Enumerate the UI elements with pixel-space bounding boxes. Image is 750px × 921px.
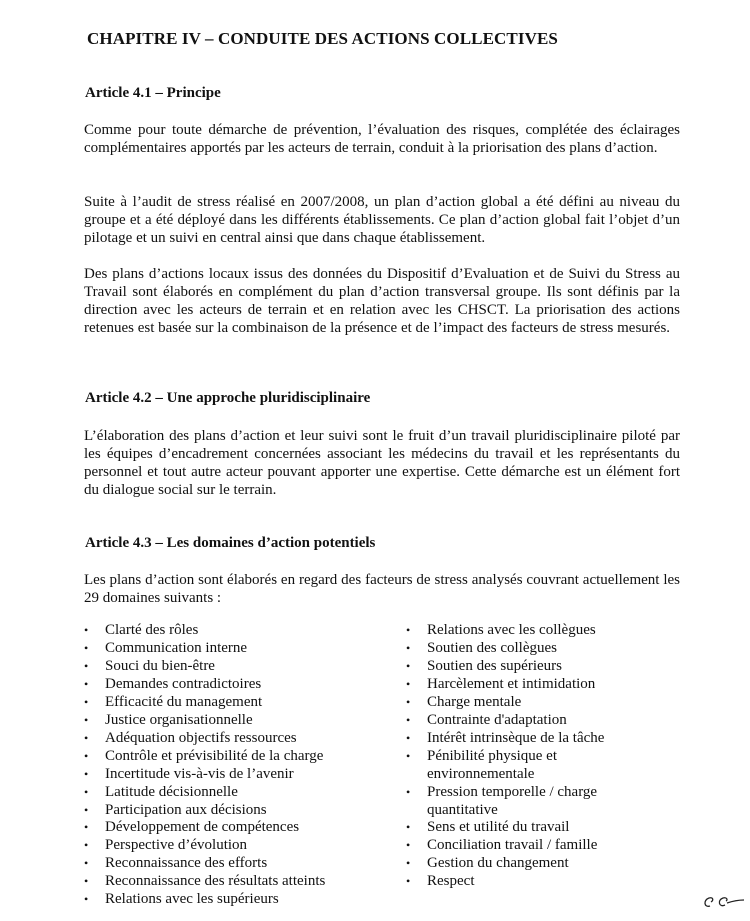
- list-item: • Incertitude vis-à-vis de l’avenir: [84, 766, 384, 784]
- list-item: • Efficacité du management: [84, 694, 384, 712]
- list-item: • Contrainte d'adaptation: [406, 712, 636, 730]
- list-item: • Pression temporelle / charge quantitative: [406, 784, 636, 820]
- article-4-1-paragraph-2: Suite à l’audit de stress réalisé en 2007/2008, un plan d’action global a été défini au niveau du groupe et a été déployé dans les différents établissements. Ce plan d’action global fait l’objet d’un pilotage et un suivi en central ainsi que dans chaque établissement.: [84, 194, 680, 246]
- article-4-3-paragraph: Les plans d’action sont élaborés en regard des facteurs de stress analysés couvrant actuellement les 29 domaines suivants :: [84, 572, 680, 606]
- list-item: • Reconnaissance des efforts: [84, 855, 384, 873]
- article-4-3-title: Article 4.3 – Les domaines d’action potentiels: [85, 535, 376, 551]
- list-item: • Participation aux décisions: [84, 802, 384, 820]
- list-item: • Charge mentale: [406, 694, 636, 712]
- article-4-1-title: Article 4.1 – Principe: [85, 85, 221, 101]
- list-item: • Respect: [406, 873, 636, 891]
- list-item: • Relations avec les supérieurs: [84, 891, 384, 909]
- list-item: • Souci du bien-être: [84, 658, 384, 676]
- article-4-1-paragraph-1: Comme pour toute démarche de prévention, l’évaluation des risques, complétée des éclairages complémentaires apportés par les acteurs de terrain, conduit à la priorisation des plans d’action.: [84, 122, 680, 156]
- list-item: • Développement de compétences: [84, 819, 384, 837]
- list-item: • Adéquation objectifs ressources: [84, 730, 384, 748]
- list-item: • Gestion du changement: [406, 855, 636, 873]
- list-item: • Relations avec les collègues: [406, 622, 636, 640]
- stress-domains-list-left: [84, 622, 384, 909]
- handwritten-initials: [700, 888, 746, 914]
- list-item: • Soutien des supérieurs: [406, 658, 636, 676]
- list-item: • Soutien des collègues: [406, 640, 636, 658]
- stress-domains-list-right: [406, 622, 636, 891]
- list-item: • Contrôle et prévisibilité de la charge: [84, 748, 384, 766]
- list-item: • Intérêt intrinsèque de la tâche: [406, 730, 636, 748]
- list-item: • Conciliation travail / famille: [406, 837, 636, 855]
- chapter-title: CHAPITRE IV – CONDUITE DES ACTIONS COLLECTIVES: [87, 29, 558, 48]
- list-item: • Pénibilité physique et environnementale: [406, 748, 636, 784]
- article-4-1-paragraph-3: Des plans d’actions locaux issus des données du Dispositif d’Evaluation et de Suivi du Stress au Travail sont élaborés en complément du plan d’action transversal groupe. Ils sont définis par la direction avec les acteurs de terrain et en relation avec les CHSCT. La priorisation des actions retenues est basée sur la combinaison de la présence et de l’impact des facteurs de stress mesurés.: [84, 266, 680, 336]
- list-item: • Clarté des rôles: [84, 622, 384, 640]
- list-item: • Demandes contradictoires: [84, 676, 384, 694]
- list-item: • Reconnaissance des résultats atteints: [84, 873, 384, 891]
- list-item: • Harcèlement et intimidation: [406, 676, 636, 694]
- list-item: • Latitude décisionnelle: [84, 784, 384, 802]
- list-item: • Sens et utilité du travail: [406, 819, 636, 837]
- list-item: • Communication interne: [84, 640, 384, 658]
- article-4-2-title: Article 4.2 – Une approche pluridisciplinaire: [85, 390, 371, 406]
- list-item: • Justice organisationnelle: [84, 712, 384, 730]
- list-item: • Perspective d’évolution: [84, 837, 384, 855]
- article-4-2-paragraph: L’élaboration des plans d’action et leur suivi sont le fruit d’un travail pluridisciplinaire piloté par les équipes d’encadrement concernées associant les médecins du travail et les représentants du personnel et tout autre acteur pouvant apporter une expertise. Cette démarche est un élément fort du dialogue social sur le terrain.: [84, 428, 680, 498]
